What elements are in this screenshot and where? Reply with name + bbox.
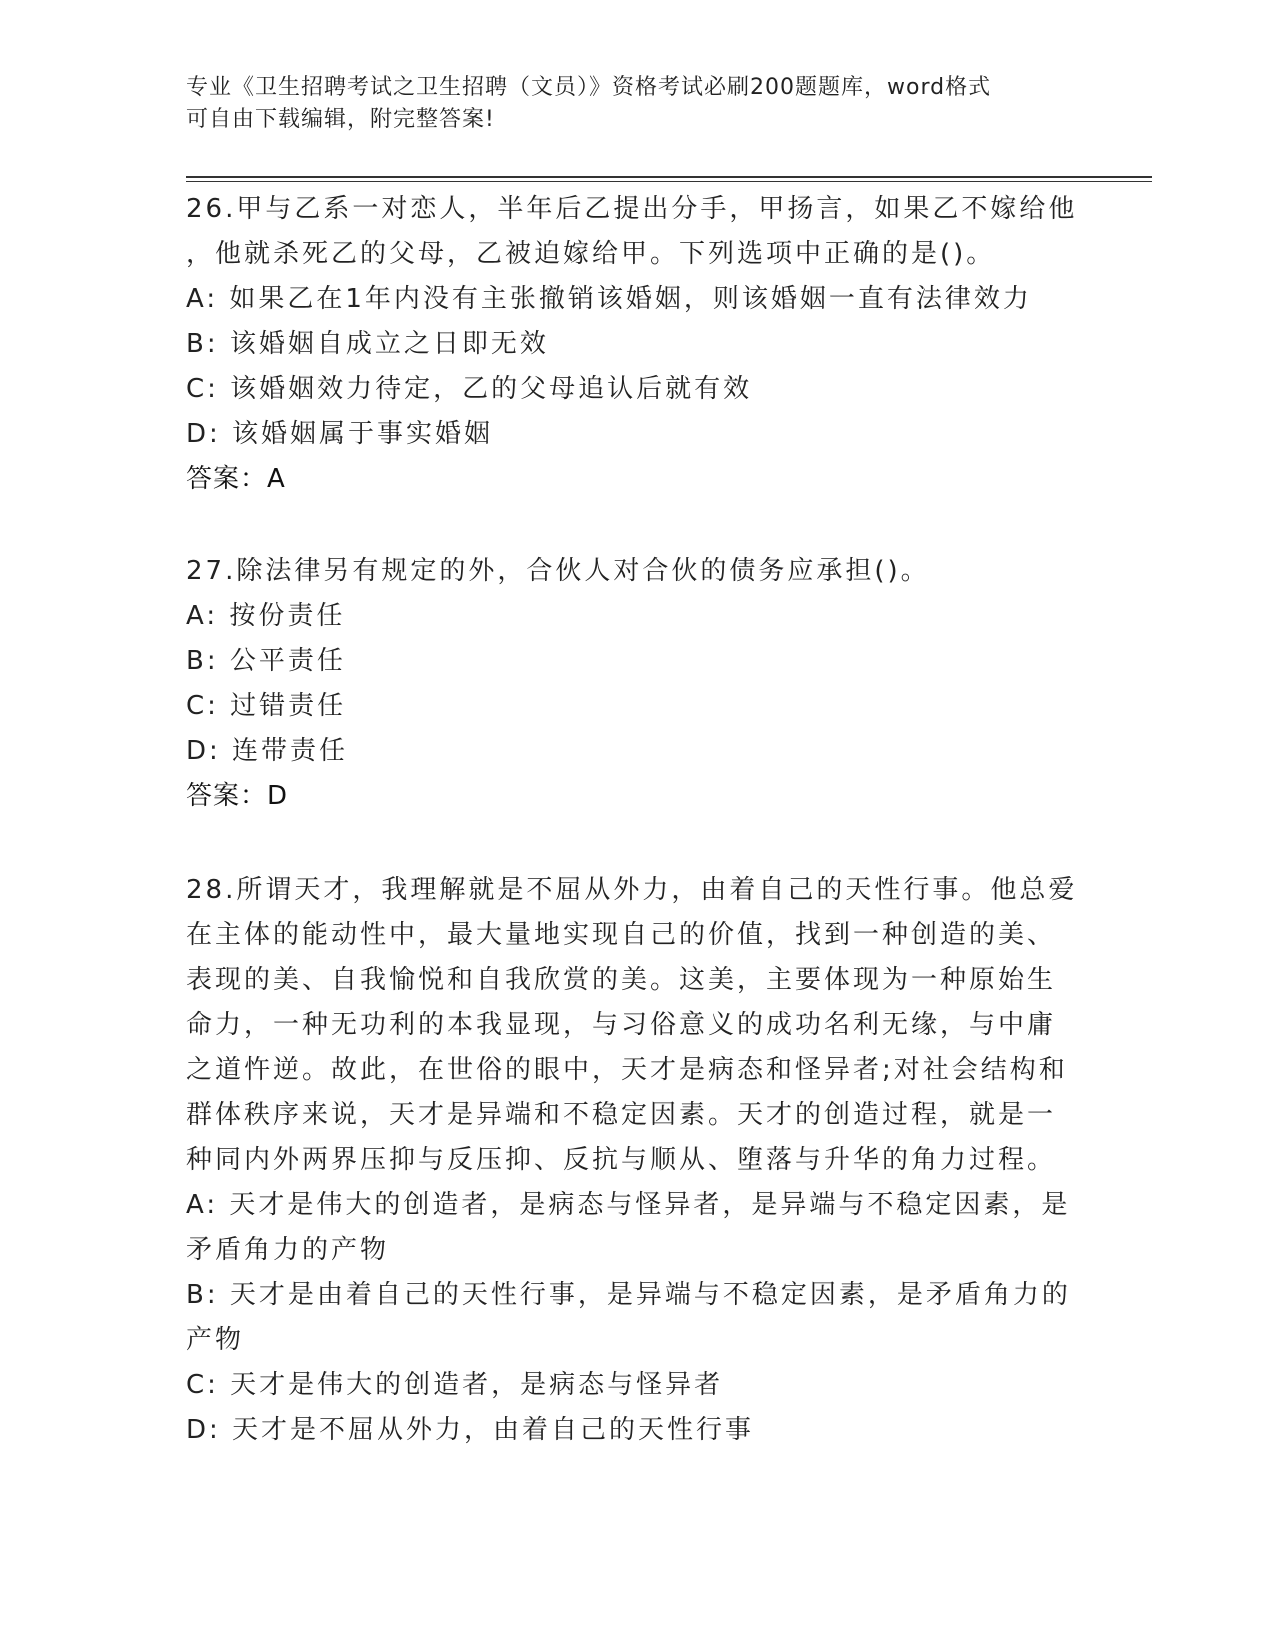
option-b: B: 该婚姻自成立之日即无效 bbox=[186, 329, 549, 359]
question-stem-line: 命力，一种无功利的本我显现，与习俗意义的成功名利无缘，与中庸 bbox=[186, 1010, 1057, 1040]
answer-line: 答案：A bbox=[186, 464, 286, 494]
question-28 bbox=[186, 868, 1078, 1453]
question-stem-line: 之道忤逆。故此，在世俗的眼中，天才是病态和怪异者;对社会结构和 bbox=[186, 1055, 1068, 1085]
question-27 bbox=[186, 549, 1066, 819]
question-stem-line: 27.除法律另有规定的外，合伙人对合伙的债务应承担()。 bbox=[186, 556, 930, 586]
header-line-1: 专业《卫生招聘考试之卫生招聘（文员）》资格考试必刷200题题库，word格式 bbox=[186, 75, 992, 100]
question-stem-line: 种同内外两界压抑与反压抑、反抗与顺从、堕落与升华的角力过程。 bbox=[186, 1145, 1057, 1175]
option-a-continued: 矛盾角力的产物 bbox=[186, 1235, 390, 1265]
option-d: D: 连带责任 bbox=[186, 736, 349, 766]
question-stem-line: 群体秩序来说，天才是异端和不稳定因素。天才的创造过程，就是一 bbox=[186, 1100, 1057, 1130]
question-stem-line: 表现的美、自我愉悦和自我欣赏的美。这美，主要体现为一种原始生 bbox=[186, 965, 1057, 995]
question-stem-line: ，他就杀死乙的父母，乙被迫嫁给甲。下列选项中正确的是()。 bbox=[186, 239, 996, 269]
option-b: B: 公平责任 bbox=[186, 646, 346, 676]
option-c: C: 该婚姻效力待定，乙的父母追认后就有效 bbox=[186, 374, 753, 404]
question-stem-line: 28.所谓天才，我理解就是不屈从外力，由着自己的天性行事。他总爱 bbox=[186, 875, 1078, 905]
document-header bbox=[186, 72, 1066, 136]
header-divider bbox=[186, 176, 1152, 182]
answer-line: 答案：D bbox=[186, 781, 289, 811]
question-stem-line: 26.甲与乙系一对恋人，半年后乙提出分手，甲扬言，如果乙不嫁给他 bbox=[186, 194, 1078, 224]
option-a: A: 按份责任 bbox=[186, 601, 346, 631]
option-b: B: 天才是由着自己的天性行事，是异端与不稳定因素，是矛盾角力的 bbox=[186, 1280, 1071, 1310]
question-26 bbox=[186, 187, 1078, 502]
option-a: A: 如果乙在1年内没有主张撤销该婚姻，则该婚姻一直有法律效力 bbox=[186, 284, 1032, 314]
option-a: A: 天才是伟大的创造者，是病态与怪异者，是异端与不稳定因素，是 bbox=[186, 1190, 1071, 1220]
option-c: C: 天才是伟大的创造者，是病态与怪异者 bbox=[186, 1370, 724, 1400]
option-d: D: 天才是不屈从外力，由着自己的天性行事 bbox=[186, 1415, 755, 1445]
option-c: C: 过错责任 bbox=[186, 691, 347, 721]
question-stem-line: 在主体的能动性中，最大量地实现自己的价值，找到一种创造的美、 bbox=[186, 920, 1057, 950]
header-line-2: 可自由下载编辑，附完整答案! bbox=[186, 107, 495, 132]
option-d: D: 该婚姻属于事实婚姻 bbox=[186, 419, 494, 449]
option-b-continued: 产物 bbox=[186, 1325, 245, 1355]
